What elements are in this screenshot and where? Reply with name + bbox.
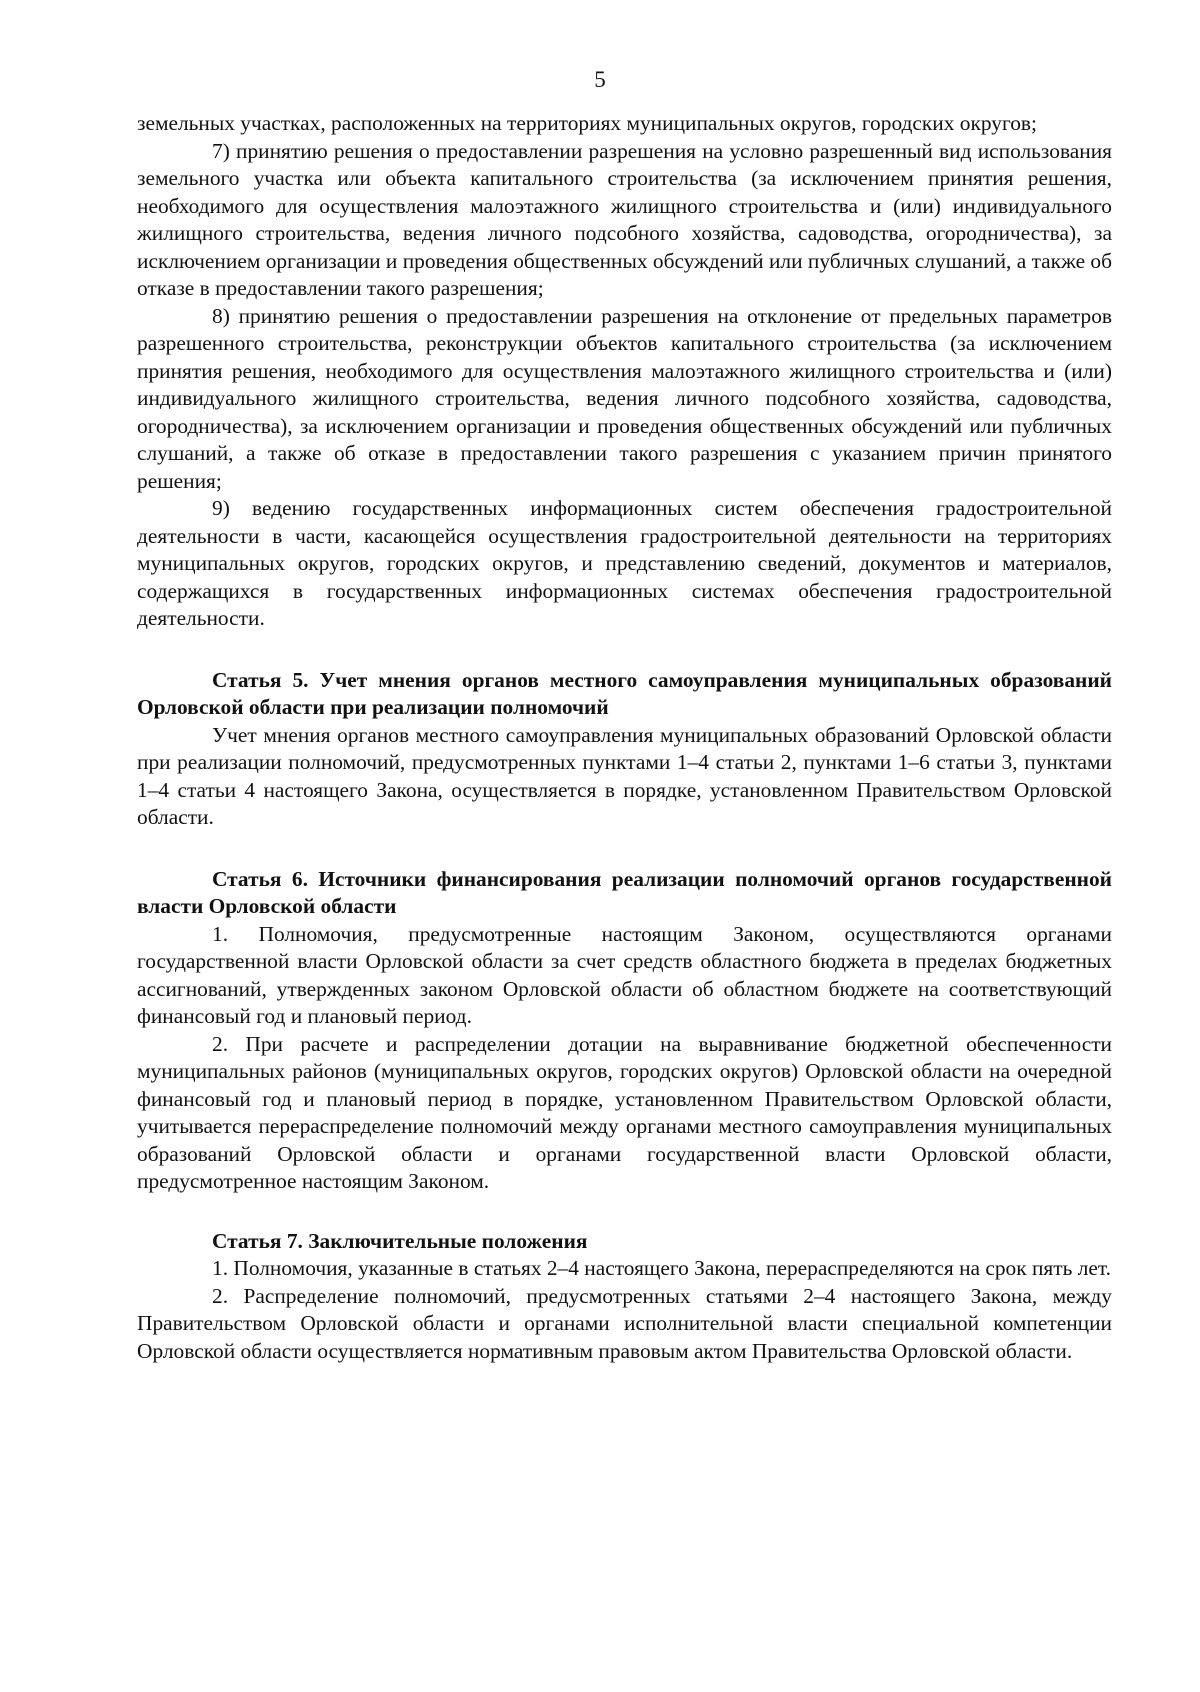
article-7-paragraph-1: 1. Полномочия, указанные в статьях 2–4 настоящего Закона, перераспределяются на срок пять лет. (212, 1256, 1111, 1280)
list-item-7: 7) принятию решения о предоставлении разрешения на условно разрешенный вид использования земельного участка или объекта капитального строительства (за исключением принятия решения, необходимого для осуществления малоэтажного жилищного строительства и (или) индивидуального жилищного строительства, ведения личного подсобного хозяйства, садоводства, огородничества), за исключением организации и проведения общественных обсуждений или публичных слушаний, а также об отказе в предоставлении такого разрешения; (137, 138, 1112, 300)
list-item-9: 9) ведению государственных информационных систем обеспечения градостроительной деятельности в части, касающейся осуществления градостроительной деятельности на территориях муниципальных округов, городских округов, и представлению сведений, документов и материалов, содержащихся в государственных информационных системах обеспечения градостроительной деятельности. (137, 496, 1112, 630)
section-gap (137, 633, 1112, 667)
article-6-paragraph-2: 2. При расчете и распределении дотации на выравнивание бюджетной обеспеченности муниципальных районов (муниципальных округов, городских округов) Орловской области на очередной финансовый год и плановый период в порядке, установленном Правительством Орловской области, учитывается перераспределение полномочий между органами местного самоуправления муниципальных образований Орловской области и органами государственной власти Орловской области, предусмотренное настоящим Законом. (137, 1031, 1112, 1193)
list-item-8: 8) принятию решения о предоставлении разрешения на отклонение от предельных параметров разрешенного строительства, реконструкции объектов капитального строительства (за исключением принятия решения, необходимого для осуществления малоэтажного жилищного строительства и (или) индивидуального жилищного строительства, ведения личного подсобного хозяйства, садоводства, огородничества), за исключением организации и проведения общественных обсуждений или публичных слушаний, а также об отказе в предоставлении такого разрешения с указанием причин принятого решения; (137, 303, 1112, 493)
article-6-paragraph-1: 1. Полномочия, предусмотренные настоящим Законом, осуществляются органами государственной власти Орловской области за счет средств областного бюджета в пределах бюджетных ассигнований, утвержденных законом Орловской области об областном бюджете на соответствующий финансовый год и плановый период. (137, 921, 1112, 1028)
article-5-text: Учет мнения органов местного самоуправления муниципальных образований Орловской области при реализации полномочий, предусмотренных пунктами 1–4 статьи 2, пунктами 1–6 статьи 3, пунктами 1–4 статьи 4 настоящего Закона, осуществляется в порядке, установленном Правительством Орловской области. (137, 722, 1112, 829)
page-number: 5 (594, 67, 606, 92)
section-gap (137, 832, 1112, 866)
article-6-heading: Статья 6. Источники финансирования реализации полномочий органов государственной власти Орловской области (137, 866, 1112, 918)
section-gap (137, 1196, 1112, 1228)
article-7-paragraph-2: 2. Распределение полномочий, предусмотренных статьями 2–4 настоящего Закона, между Правительством Орловской области и органами исполнительной власти специальной компетенции Орловской области осуществляется нормативным правовым актом Правительства Орловской области. (137, 1283, 1112, 1363)
article-5-heading: Статья 5. Учет мнения органов местного самоуправления муниципальных образований Орловской области при реализации полномочий (137, 667, 1112, 719)
article-7-heading: Статья 7. Заключительные положения (212, 1228, 588, 1253)
paragraph-continuation: земельных участках, расположенных на территориях муниципальных округов, городских округов; (137, 111, 1037, 135)
document-body (137, 110, 1112, 1365)
